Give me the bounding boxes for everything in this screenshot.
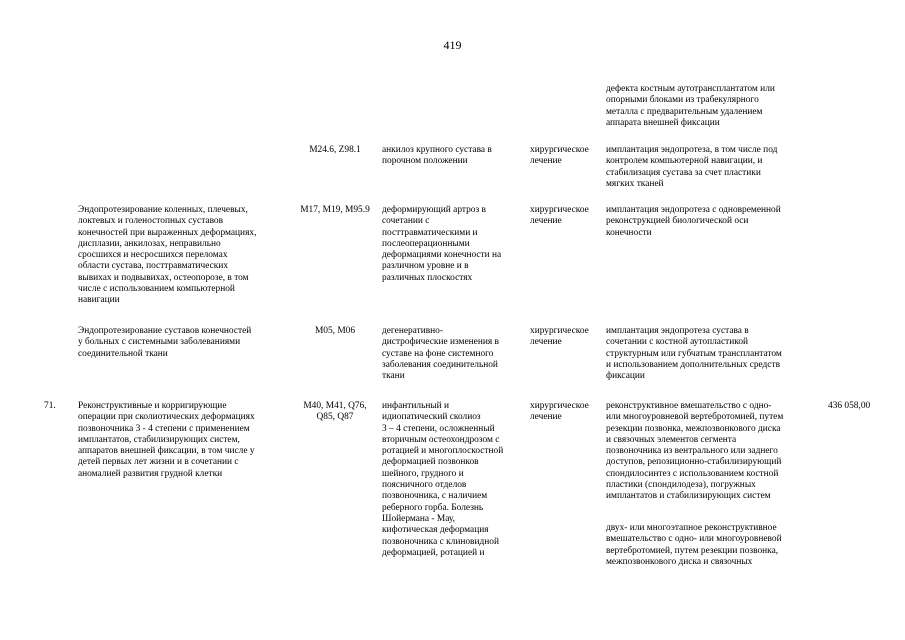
row-standard-cost: 436 058,00	[828, 401, 871, 411]
row-treatment-method: имплантация эндопротеза сустава в сочетании с костной аутопластикой структурным или губчатым трансплантатом и использованием дополнительных средств фиксации	[606, 326, 782, 382]
row-treatment-type: хирургическое лечение	[530, 205, 589, 227]
row-patient-model: дегенеративно- дистрофические изменения в суставе на фоне системного заболевания соединительной ткани	[382, 326, 499, 382]
row-treatment-method-alt: двух- или многоэтапное реконструктивное вмешательство с одно- или многоуровневой вертебротомией, путем резекции позвонка, межпозвонкового диска и связочных	[606, 523, 782, 567]
row-treatment-type: хирургическое лечение	[530, 326, 589, 348]
row-treatment-type: хирургическое лечение	[530, 145, 589, 167]
row-number: 71.	[44, 401, 56, 411]
row-patient-model: анкилоз крупного сустава в порочном положении	[382, 145, 492, 167]
row-care-type-name: Реконструктивные и корригирующие операции при сколиотических деформациях позвоночника 3 - 4 степени с применением имплантатов, стабилизирующих систем, аппаратов внешней фиксации, в том числе у детей первых лет жизни и в сочетании с аномалией развития грудной клетки	[78, 401, 255, 479]
row-treatment-type: хирургическое лечение	[530, 401, 589, 423]
row-patient-model: деформирующий артроз в сочетании с посттравматическими и послеоперационными деформациями конечности на различном уровне и в различных плоскостях	[382, 205, 502, 283]
row-treatment-method: реконструктивное вмешательство с одно- или многоуровневой вертебротомией, путем резекции позвонка, межпозвонкового диска и связочных элементов сегмента позвоночника из вентрального или заднего доступов, репозиционно-стабилизирующий спондилосинтез с использованием костной пластики (спондилодеза), погружных имплантатов и стабилизирующих систем	[606, 401, 784, 502]
row-icd-code: M05, M06	[314, 326, 356, 336]
page-number: 419	[443, 38, 462, 52]
row-patient-model: инфантильный и идиопатический сколиоз 3 – 4 степени, осложненный вторичным остеохондрозом с ротацией и многоплоскостной деформацией позвонков шейного, грудного и поясничного отделов позвоночника, с наличием реберного горба. Болезнь Шойермана - Мау, кифотическая деформация позвоночника с клиновидной деформацией, ротацией и	[382, 401, 504, 558]
row-icd-code: M17, M19, M95.9	[300, 205, 370, 215]
row-care-type-name: Эндопротезирование суставов конечностей у больных с системными заболеваниями соединительной ткани	[78, 326, 252, 359]
row-treatment-method: имплантация эндопротеза с одновременной реконструкцией биологической оси конечности	[606, 205, 781, 238]
continuation-method-text: дефекта костным аутотрансплантатом или опорными блоками из трабекулярного металла с предварительным удалением аппарата внешней фиксации	[606, 84, 775, 128]
row-icd-code: M24.6, Z98.1	[309, 145, 361, 155]
row-icd-code: M40, M41, Q76, Q85, Q87	[303, 401, 367, 423]
row-treatment-method: имплантация эндопротеза, в том числе под контролем компьютерной навигации, и стабилизация сустава за счет пластики мягких тканей	[606, 145, 778, 189]
row-care-type-name: Эндопротезирование коленных, плечевых, локтевых и голеностопных суставов конечностей при выраженных деформациях, дисплазии, анкилозах, неправильно сросшихся и несросшихся переломах области сустава, посттравматических вывихах и подвывихах, остеопорозе, в том числе с использованием компьютерной навигации	[78, 205, 257, 306]
